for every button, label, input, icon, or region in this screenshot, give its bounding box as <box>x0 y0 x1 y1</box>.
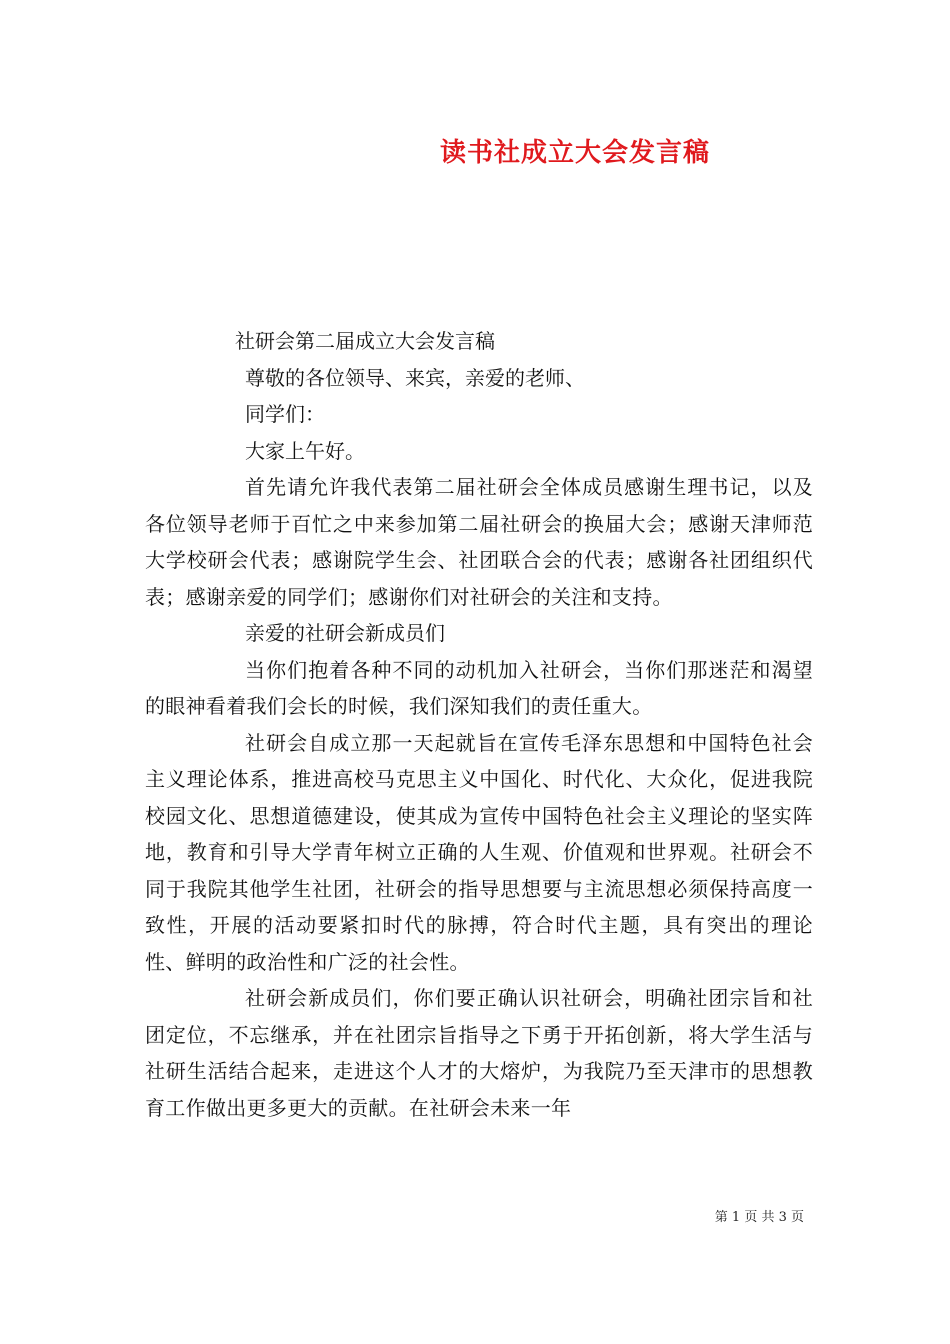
paragraph-new-members: 社研会新成员们，你们要正确认识社研会，明确社团宗旨和社团定位，不忘继承，并在社团宗旨指导之下勇于开拓创新，将大学生活与社研生活结合起来，走进这个人才的大熔炉，为我院乃至天津市的思想教育工作做出更多更大的贡献。在社研会未来一年 <box>145 986 813 1120</box>
page-number: 第 1 页 共 3 页 <box>714 1210 804 1225</box>
document-body <box>145 323 813 1126</box>
paragraph-thanks: 首先请允许我代表第二届社研会全体成员感谢生理书记，以及各位领导老师于百忙之中来参加第二届社研会的换届大会；感谢天津师范大学校研会代表；感谢院学生会、社团联合会的代表；感谢各社团组织代表；感谢亲爱的同学们；感谢你们对社研会的关注和支持。 <box>145 475 813 609</box>
greeting-line: 大家上午好。 <box>245 438 365 463</box>
paragraph-responsibility: 当你们抱着各种不同的动机加入社研会，当你们那迷茫和渴望的眼神看着我们会长的时候，我们深知我们的责任重大。 <box>145 657 813 718</box>
document-title: 读书社成立大会发言稿 <box>439 138 710 168</box>
greeting-line: 同学们： <box>245 402 325 426</box>
paragraph-address: 亲爱的社研会新成员们 <box>245 621 445 645</box>
paragraph-purpose: 社研会自成立那一天起就旨在宣传毛泽东思想和中国特色社会主义理论体系，推进高校马克思主义中国化、时代化、大众化，促进我院校园文化、思想道德建设，使其成为宣传中国特色社会主义理论的坚实阵地，教育和引导大学青年树立正确的人生观、价值观和世界观。社研会不同于我院其他学生社团，社研会的指导思想要与主流思想必须保持高度一致性，开展的活动要紧扣时代的脉搏，符合时代主题，具有突出的理论性、鲜明的政治性和广泛的社会性。 <box>145 730 813 974</box>
greeting-line: 尊敬的各位领导、来宾，亲爱的老师、 <box>245 365 585 390</box>
speech-subtitle: 社研会第二届成立大会发言稿 <box>235 329 495 353</box>
